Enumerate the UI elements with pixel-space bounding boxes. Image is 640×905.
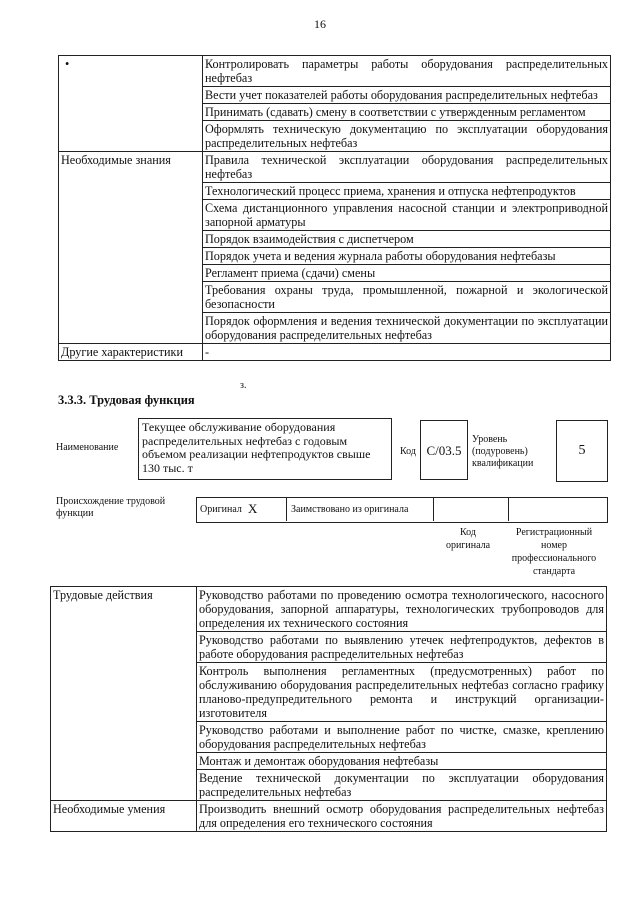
table-cell: Схема дистанционного управления насосной станции и электроприводной запорной арматуры	[203, 200, 611, 231]
table-row	[51, 801, 607, 832]
name-label: Наименование	[56, 442, 119, 453]
table-cell: Порядок взаимодействия с диспетчером	[203, 231, 611, 248]
table-cell: Правила технической эксплуатации оборудования распределительных нефтебаз	[203, 152, 611, 183]
original-cell	[196, 497, 287, 521]
skills-label: Необходимые умения	[51, 801, 197, 832]
reg-caption: Регистрационный номер профессионального стандарта	[511, 527, 597, 577]
actions-label: Трудовые действия	[51, 587, 197, 801]
table-row	[59, 56, 611, 87]
table-row	[51, 587, 607, 632]
page-number: 16	[314, 17, 326, 31]
level-value: 5	[578, 443, 586, 458]
origin-label: Происхождение трудовой функции	[56, 496, 166, 519]
code-value: C/03.5	[426, 443, 462, 458]
table-cell: Требования охраны труда, промышленной, пожарной и экологической безопасности	[203, 282, 611, 313]
table-cell: Регламент приема (сдачи) смены	[203, 265, 611, 282]
competency-table-bottom	[50, 586, 607, 832]
competency-table-top	[58, 55, 611, 361]
table-cell: Контроль выполнения регламентных (предусмотренных) работ по обслуживанию оборудования распределительных нефтебаз согласно графику планово-предупредительного ремонта и инструкций организации-изготовителя	[197, 663, 607, 722]
other-value: -	[203, 344, 611, 361]
original-label: Оригинал	[200, 504, 242, 515]
borrowed-label: Заимствовано из оригинала	[291, 504, 409, 515]
stray-mark: з.	[240, 380, 247, 391]
name-box	[138, 418, 392, 480]
table-cell: Оформлять техническую документацию по эксплуатации оборудования распределительных нефтебаз	[203, 121, 611, 152]
original-mark: X	[248, 501, 258, 516]
table-cell: Руководство работами и выполнение работ по чистке, смазке, креплению оборудования распределительных нефтебаз	[197, 722, 607, 753]
level-label: Уровень (подуровень) квалификации	[472, 434, 534, 469]
bullet-cell	[59, 56, 203, 152]
code-label: Код	[400, 446, 416, 457]
code-box	[420, 420, 468, 480]
table-cell: Порядок оформления и ведения технической документации по эксплуатации оборудования распределительных нефтебаз	[203, 313, 611, 344]
table-row	[59, 152, 611, 183]
code-caption: Код оригинала	[445, 527, 491, 551]
table-row	[59, 344, 611, 361]
borrowed-cell	[287, 497, 434, 521]
function-name: Текущее обслуживание оборудования распределительных нефтебаз с годовым объемом реализации нефтепродуктов свыше 130 тыс. т	[142, 420, 371, 475]
section-heading: 3.3.3. Трудовая функция	[58, 393, 195, 407]
bullet-mark: •	[65, 57, 70, 71]
table-cell: Технологический процесс приема, хранения и отпуска нефтепродуктов	[203, 183, 611, 200]
table-cell: Контролировать параметры работы оборудования распределительных нефтебаз	[203, 56, 611, 87]
table-cell: Монтаж и демонтаж оборудования нефтебазы	[197, 753, 607, 770]
table-cell: Ведение технической документации по эксплуатации оборудования распределительных нефтебаз	[197, 770, 607, 801]
table-cell: Руководство работами по проведению осмотра технологического, насосного оборудования, запорной аппаратуры, технологических трубопроводов для определения их технического состояния	[197, 587, 607, 632]
other-label: Другие характеристики	[59, 344, 203, 361]
table-cell: Руководство работами по выявлению утечек нефтепродуктов, дефектов в работе оборудования распределительных нефтебаз	[197, 632, 607, 663]
table-cell: Порядок учета и ведения журнала работы оборудования нефтебазы	[203, 248, 611, 265]
table-cell: Вести учет показателей работы оборудования распределительных нефтебаз	[203, 87, 611, 104]
origin-code-cell	[434, 497, 509, 521]
table-cell: Принимать (сдавать) смену в соответствии с утвержденным регламентом	[203, 104, 611, 121]
table-cell: Производить внешний осмотр оборудования распределительных нефтебаз для определения его технического состояния	[197, 801, 607, 832]
knowledge-label: Необходимые знания	[59, 152, 203, 344]
level-box	[556, 420, 608, 482]
